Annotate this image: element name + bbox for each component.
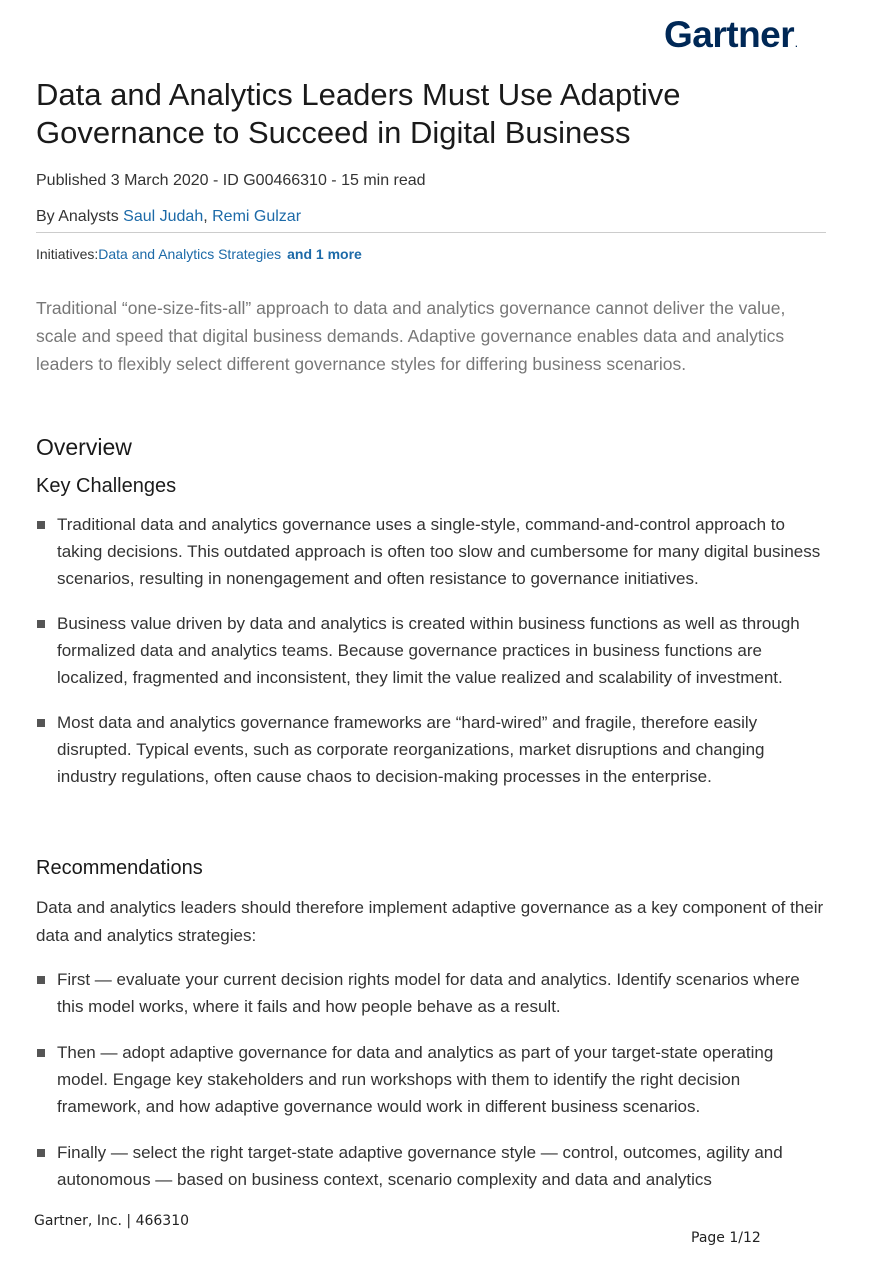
key-challenges-list	[36, 511, 826, 790]
list-item-text: First — evaluate your current decision rights model for data and analytics. Identify scenarios where this model works, where it fails and how people behave as a result.	[57, 970, 800, 1016]
bullet-square-icon	[37, 719, 45, 727]
summary-paragraph: Traditional “one-size-fits-all” approach to data and analytics governance cannot deliver the value, scale and speed that digital business demands. Adaptive governance enables data and analytics leaders to flexibly select different governance styles for differing business scenarios.	[36, 298, 786, 374]
list-item-text: Finally — select the right target-state adaptive governance style — control, outcomes, agility and autonomous — based on business context, scenario complexity and data and analytics	[57, 1143, 783, 1189]
initiatives-line	[36, 246, 362, 262]
overview-heading: Overview	[36, 434, 132, 460]
divider	[36, 232, 826, 233]
list-item	[36, 610, 826, 691]
authors-prefix: By Analysts	[36, 208, 124, 225]
key-challenges-heading: Key Challenges	[36, 475, 177, 497]
list-item	[36, 1039, 826, 1120]
initiative-link[interactable]: Data and Analytics Strategies	[98, 246, 282, 262]
list-item-text: Business value driven by data and analytics is created within business functions as well as through formalized data and analytics teams. Because governance practices in business functions are localized, fragmented and inconsistent, they limit the value realized and scalability of investment.	[57, 614, 800, 687]
recommendations-intro: Data and analytics leaders should therefore implement adaptive governance as a key component of their data and analytics strategies:	[36, 898, 824, 945]
list-item-text: Traditional data and analytics governance uses a single-style, command-and-control approach to taking decisions. This outdated approach is often too slow and cumbersome for many digital business scenarios, resulting in nonengagement and often resistance to governance initiatives.	[57, 515, 821, 588]
bullet-square-icon	[37, 1049, 45, 1057]
initiatives-prefix: Initiatives:	[36, 246, 99, 262]
list-item	[36, 511, 826, 592]
initiatives-more-link[interactable]: and 1 more	[287, 246, 362, 262]
gartner-logo: Gartner.	[664, 14, 798, 55]
document-title: Data and Analytics Leaders Must Use Adaptive Governance to Succeed in Digital Business	[36, 77, 681, 150]
bullet-square-icon	[37, 1149, 45, 1157]
list-item	[36, 1139, 826, 1193]
publish-meta: Published 3 March 2020 - ID G00466310 - 15 min read	[36, 172, 426, 189]
bullet-square-icon	[37, 976, 45, 984]
footer-page-number: Page 1/12	[691, 1230, 761, 1246]
bullet-square-icon	[37, 620, 45, 628]
author-separator: ,	[203, 208, 213, 225]
recommendations-heading: Recommendations	[36, 857, 203, 879]
author-link-saul-judah[interactable]: Saul Judah	[123, 208, 204, 225]
list-item	[36, 966, 826, 1020]
authors-line	[36, 208, 301, 226]
author-link-remi-gulzar[interactable]: Remi Gulzar	[212, 208, 302, 225]
list-item	[36, 709, 826, 790]
footer-company-id: Gartner, Inc. | 466310	[34, 1213, 190, 1229]
list-item-text: Most data and analytics governance frameworks are “hard-wired” and fragile, therefore easily disrupted. Typical events, such as corporate reorganizations, market disruptions and changing industry regulations, often cause chaos to decision-making processes in the enterprise.	[57, 713, 765, 786]
list-item-text: Then — adopt adaptive governance for data and analytics as part of your target-state operating model. Engage key stakeholders and run workshops with them to identify the right decision framework, and how adaptive governance would work in different business scenarios.	[57, 1043, 774, 1116]
recommendations-list	[36, 966, 826, 1193]
bullet-square-icon	[37, 521, 45, 529]
